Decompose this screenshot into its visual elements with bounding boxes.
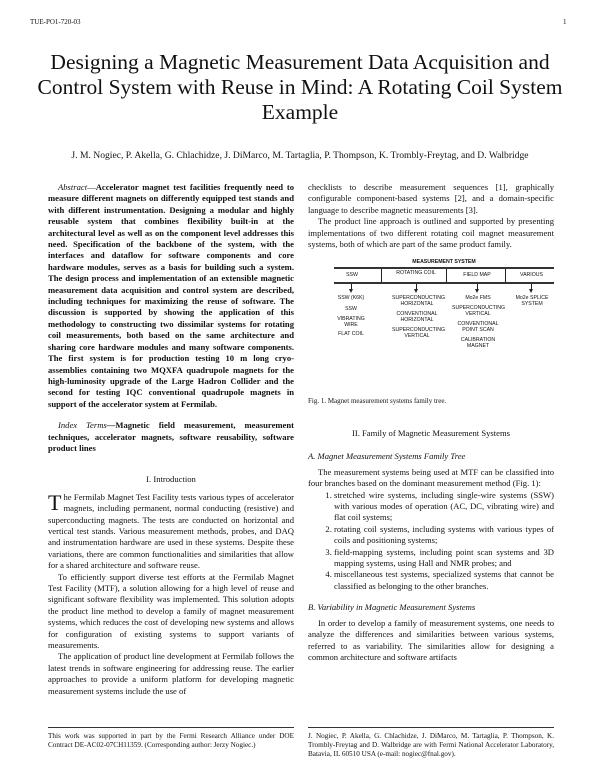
abstract <box>48 182 294 410</box>
right-paragraph-1: checklists to describe measurement sequences [1], graphically configurable component-based systems [2], and a domain-specific language to describe magnetic measurements [3]. <box>308 182 554 215</box>
branch-ssw: SSW <box>334 270 370 281</box>
coil-item: SUPERCONDUCTING VERTICAL <box>392 327 446 339</box>
drop-cap: T <box>48 489 62 515</box>
subsection-a-paragraph: The measurement systems being used at MTF can be classified into four branches based on the dominant measurement method (Fig. 1): <box>308 466 554 489</box>
subsection-a-heading: A. Magnet Measurement Systems Family Tree <box>308 451 466 462</box>
branch-various: VARIOUS <box>509 270 554 281</box>
ssw-item: SSW <box>345 306 357 312</box>
index-terms-label: Index Terms <box>58 420 107 431</box>
affiliation-footnote: J. Nogiec, P. Akella, G. Chlachidze, J. DiMarco, M. Tartaglia, P. Thompson, K. Trombly-Freytag and D. Walbridge are with Fermi National Accelerator Laboratory, Batavia, IL 60510 USA (e-mail: nogiec@fnal.gov). <box>308 732 554 759</box>
coil-item: CONVENTIONAL HORIZONTAL <box>396 311 438 323</box>
left-column <box>48 182 294 697</box>
right-paragraph-2: The product line approach is outlined and supported by presenting implementations of two different rotating coil magnet measurement systems, both of which are part of the same product family. <box>308 216 554 250</box>
index-terms <box>48 420 294 454</box>
arrow-icon <box>414 289 418 293</box>
ssw-item: VIBRATING WIRE <box>337 316 365 328</box>
various-item: Mo2e SPLICE SYSTEM <box>515 295 549 307</box>
right-column-body <box>308 428 554 663</box>
footnote-rule-left <box>48 727 294 728</box>
diagram-branch-bar <box>334 282 554 284</box>
abstract-dash: — <box>87 182 96 192</box>
intro-paragraph-3: The application of product line development at Fermilab follows the latest trends in software engineering for addressing reuse. The earlier approaches to provide a uniform platform for developing magnetic measurement systems include the use of <box>48 651 294 696</box>
document-id: TUE-PO1-720-03 <box>30 18 81 26</box>
branch-list <box>308 490 554 593</box>
paper-title: Designing a Magnetic Measurement Data Acquisition and Control System with Reuse in Mind: A Rotating Coil System Example <box>37 50 563 124</box>
abstract-text: Accelerator magnet test facilities frequently need to measure different magnets on differently equipped test stands and with different instrumentation. Designing a modular and highly reusable system that combines flexibility built-in at the architectural level as well as on the component level addresses this need. Specification of the backbone of the system, with the interfaces and dataflow for software components and core hardware modules, serves as a basis for building such a system. The design process and implementation of an extensible magnetic measurement data acquisition and control system are described, including techniques for maximizing the reuse of software. The discussion is supported by showing the application of this methodology to constructing two dissimilar systems for rotating coil measurements, both based on the same architecture and sharing core hardware modules and many software components. The first system is for production testing 10 m long cryo-assemblies containing two MQXFA quadrupole magnets for the high-luminosity upgrade of the Large Hadron Collider and the second for testing IQC conventional quadrupole magnets in support of the accelerator system at Fermilab. <box>48 182 294 409</box>
list-item: 3. field-mapping systems, including point scan systems and 3D mapping systems, using Hall and NMR probes; and <box>334 547 554 570</box>
author-list: J. M. Nogiec, P. Akella, G. Chlachidze, J. DiMarco, M. Tartaglia, P. Thompson, K. Trombly-Freytag, and D. Walbridge <box>71 150 529 161</box>
coil-item: SUPERCONDUCTING HORIZONTAL <box>392 295 446 307</box>
branch-field-map: FIELD MAP <box>452 270 502 281</box>
field-map-item: CALIBRATION MAGNET <box>460 337 496 349</box>
field-map-item: Mo2e FMS <box>465 295 491 301</box>
ssw-item: SSW (K6K) <box>337 295 365 301</box>
page-number: 1 <box>563 18 567 26</box>
right-column-top <box>308 182 554 250</box>
arrow-icon <box>529 289 533 293</box>
index-terms-text: Magnetic field measurement, measurement techniques, accelerator magnets, software reusability, software product lines <box>48 420 294 453</box>
field-map-item: SUPERCONDUCTING VERTICAL <box>452 305 506 317</box>
abstract-label: Abstract <box>58 182 88 192</box>
arrow-icon <box>475 289 479 293</box>
list-item: 4. miscellaneous test systems, specialized systems that cannot be classified as belonging to the other branches. <box>334 569 554 592</box>
funding-footnote: This work was supported in part by the Fermi Research Alliance under DOE Contract DE-AC02-07CH11359. (Corresponding author: Jerzy Nogiec.) <box>48 732 294 750</box>
subsection-b-paragraph: In order to develop a family of measurement systems, one needs to analyze the differences and similarities between various systems, referred to as variability. The similarities allow for designing a common architecture and software artifacts <box>308 617 554 662</box>
section-heading-introduction: I. Introduction <box>146 474 196 485</box>
section-heading-family: II. Family of Magnetic Measurement Systems <box>352 428 510 438</box>
branch-rotating-coil: ROTATING COIL <box>391 270 441 282</box>
ssw-item: FLAT COIL <box>338 331 364 337</box>
intro-p1-text: he Fermilab Magnet Test Facility tests various types of accelerator magnets, including permanent, normal conducting (resistive) and superconducting magnets. The tests are conducted on horizontal and vertical test stands. Various measurement methods, probes, and DAQ and instrumentation hardware are used in these systems. Despite these variations, there are common functionalities and similarities that allow for a shared architecture and software reuse. <box>48 491 294 571</box>
figure-caption: Fig. 1. Magnet measurement systems family tree. <box>308 397 447 405</box>
family-tree-figure <box>334 259 554 379</box>
diagram-root: MEASUREMENT SYSTEM <box>412 259 476 265</box>
arrow-icon <box>349 289 353 293</box>
intro-paragraph-1 <box>48 489 294 572</box>
intro-paragraph-2: To efficiently support diverse test efforts at the Fermilab Magnet Test Facility (MTF), a solution allowing for a high level of reuse and significant software flexibility was implemented. This solution adopts the product line method to develop a family of magnet measurement systems, which reduces the cost of developing new systems and allows for configuration of existing systems to support variants of measurements. <box>48 571 294 651</box>
index-terms-dash: — <box>106 420 116 431</box>
field-map-item: CONVENTIONAL POINT SCAN <box>457 321 499 333</box>
list-item: 2. rotating coil systems, including systems with various types of coils and positioning systems; <box>334 524 554 547</box>
list-item: 1. stretched wire systems, including single-wire systems (SSW) with various modes of operation (AC, DC, vibrating wire) and flat coil systems; <box>334 490 554 524</box>
footnote-rule-right <box>308 727 554 728</box>
subsection-b-heading: B. Variability in Magnetic Measurement Systems <box>308 602 476 613</box>
